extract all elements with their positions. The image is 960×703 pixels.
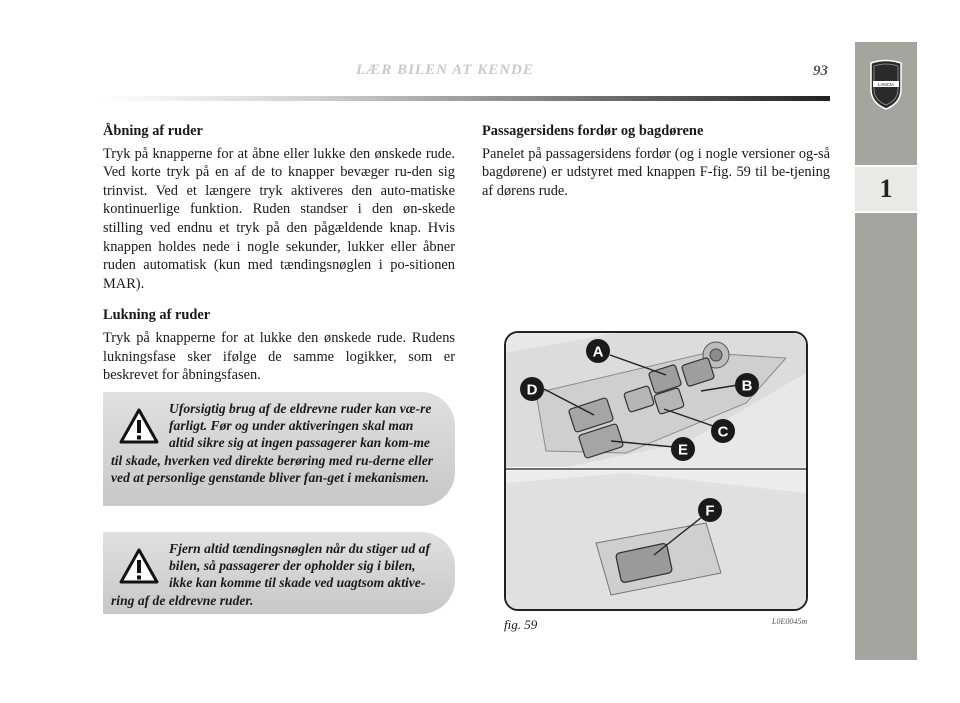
warning-text-1: Uforsigtig brug af de eldrevne ruder kan væ-re farligt. Før og under aktiveringen skal man altid sikre sig at ingen passagerer kan kom-me til skade, hverken ved direkte berøring med ru-derne eller ved at personlige genstande bliver fan-get i mekanismen. [111,401,434,485]
figure-59 [504,331,808,611]
header-rule [100,96,830,101]
label-c: C [717,423,729,441]
section-heading-closing: Lukning af ruder [103,307,211,324]
label-a: A [592,343,604,361]
warning-text-2: Fjern altid tændingsnøglen når du stiger ud af bilen, så passagerer der opholder sig i bilen, ikke kan komme til skade ved uagtsom aktive-ring af de eldrevne ruder. [111,541,430,608]
lancia-shield-icon [868,59,904,111]
left-column [103,122,455,398]
figure-code: L0E0045m [772,617,808,626]
window-switch-illustration [506,333,806,609]
label-b: B [741,377,753,395]
page-number: 93 [813,63,828,79]
svg-text:LANCIA: LANCIA [877,82,895,87]
label-e: E [677,441,689,459]
label-f: F [705,502,715,520]
right-column [482,122,830,213]
chapter-sidebar [855,42,917,660]
section-body-closing: Tryk på knapperne for at lukke den ønskede rude. Rudens lukningsfase sker ifølge de samme logikker, som er beskrevet for åbningsfasen. [103,329,455,384]
warning-triangle-icon [119,408,159,444]
header-title: LÆR BILEN AT KENDE [356,62,534,78]
warning-triangle-icon [119,548,159,584]
section-heading-opening: Åbning af ruder [103,123,203,139]
section-heading-passenger: Passagersidens fordør og bagdørene [482,123,704,139]
warning-box-1 [103,392,455,506]
section-body-opening: Tryk på knapperne for at åbne eller lukke den ønskede rude. Ved korte tryk på en af de to knapper bevæger ru-den sig trinvist. Ved et længere tryk aktiveres den auto-matiske kontinuerlige funktion. Ruden standser i den øn-skede stilling ved endnu et tryk på den pågældende knap. Hvis knappen holdes nede i nogle sekunder, lukker eller åbner ruden automatisk (kun med tændingsnøglen i po-sitionen MAR). [103,145,455,292]
label-d: D [526,381,538,399]
chapter-tab: 1 [855,165,917,213]
section-body-passenger: Panelet på passagersidens fordør (og i nogle versioner og-så bagdørene) er udstyret med knappen F-fig. 59 til be-tjening af dørens rude. [482,145,830,199]
warning-box-2 [103,532,455,614]
figure-caption: fig. 59 [504,617,538,632]
